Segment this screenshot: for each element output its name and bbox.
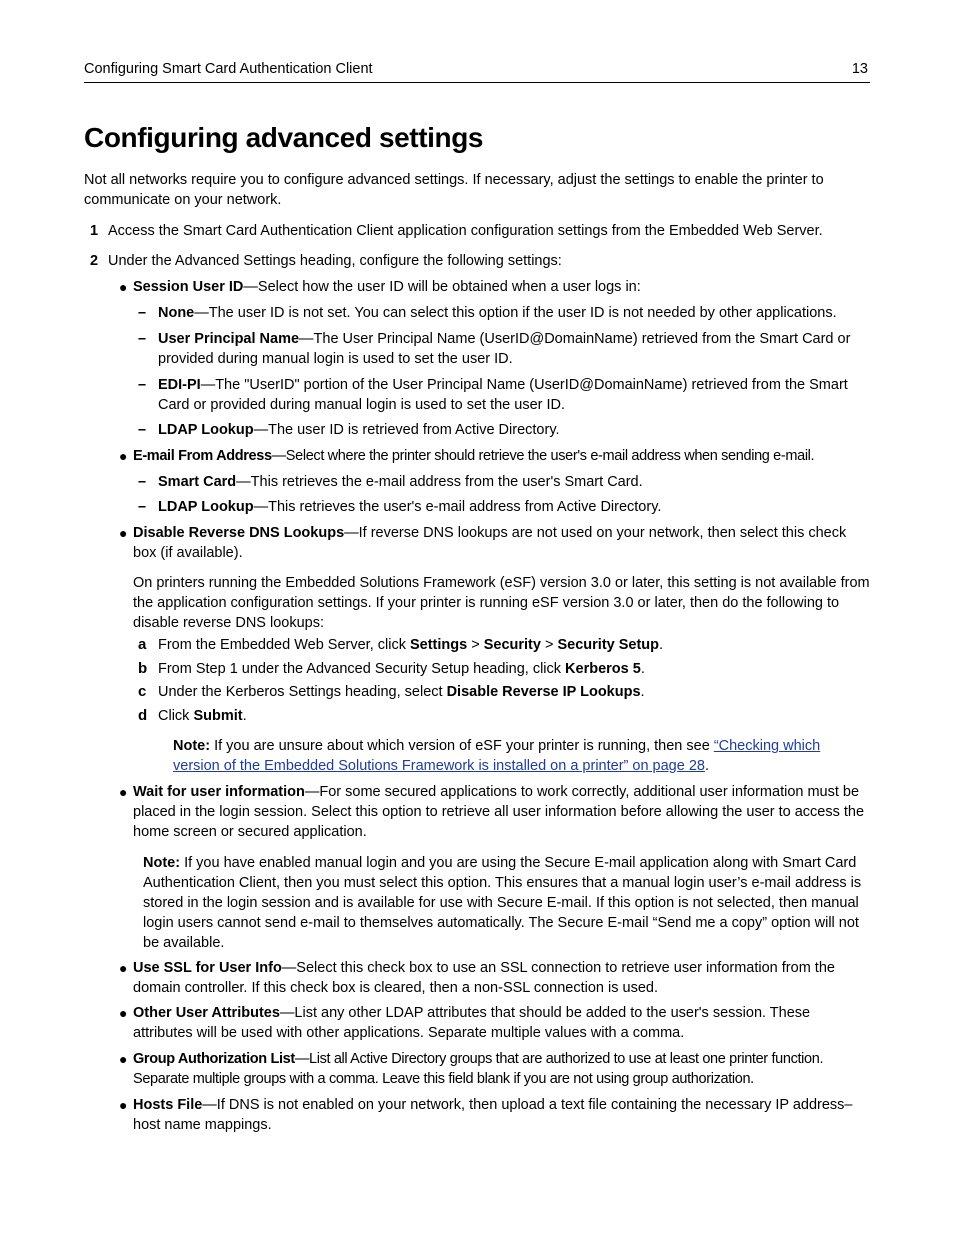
substep-letter-d: d bbox=[138, 707, 148, 724]
option-none: None—The user ID is not set. You can select this option if the user ID is not needed by other applications. bbox=[158, 305, 837, 321]
wait-user-info-item: Wait for user information—For some secured applications to work correctly, additional user information must be placed in the login session. Select this option to retrieve all user information before allowing the user to access the home screen or secured application. bbox=[133, 784, 865, 840]
substep-c: Under the Kerberos Settings heading, select Disable Reverse IP Lookups. bbox=[158, 684, 645, 700]
session-user-id-item: Session User ID—Select how the user ID will be obtained when a user logs in: bbox=[133, 279, 641, 295]
email-from-address-item: E-mail From Address—Select where the printer should retrieve the user's e-mail address when sending e-mail. bbox=[133, 448, 815, 464]
dash-icon: – bbox=[138, 305, 147, 321]
substep-a: From the Embedded Web Server, click Settings > Security > Security Setup. bbox=[158, 637, 664, 653]
reverse-dns-item: Disable Reverse DNS Lookups—If reverse DNS lookups are not used on your network, then select this check box (if available). bbox=[133, 525, 847, 561]
intro-paragraph: Not all networks require you to configure advanced settings. If necessary, adjust the settings to enable the printer to communicate on your network. bbox=[84, 172, 824, 208]
substep-letter-c: c bbox=[138, 683, 147, 700]
substep-letter-b: b bbox=[138, 660, 148, 677]
bullet-icon: ● bbox=[119, 1097, 128, 1113]
option-email-ldap-lookup: LDAP Lookup—This retrieves the user's e-mail address from Active Directory. bbox=[158, 499, 662, 515]
step-number-2: 2 bbox=[90, 253, 99, 269]
option-user-principal-name: User Principal Name—The User Principal Name (UserID@DomainName) retrieved from the Smart Card or provided during manual login is used to set the user ID. bbox=[158, 331, 851, 367]
option-edi-pi: EDI-PI—The "UserID" portion of the User Principal Name (UserID@DomainName) retrieved from the Smart Card or provided during manual login is used to set the user ID. bbox=[158, 377, 848, 413]
bullet-icon: ● bbox=[119, 448, 128, 464]
other-user-attributes-item: Other User Attributes—List any other LDAP attributes that should be added to the user's session. These attributes will be used with other applications. Separate multiple values with a comma. bbox=[133, 1005, 811, 1041]
section-heading: Configuring advanced settings bbox=[84, 122, 484, 153]
bullet-icon: ● bbox=[119, 1005, 128, 1021]
checking-esf-version-link[interactable]: “Checking which version of the Embedded Solutions Framework is installed on a printer” on page 28 bbox=[173, 738, 821, 774]
dash-icon: – bbox=[138, 422, 147, 438]
esf-paragraph: On printers running the Embedded Solutions Framework (eSF) version 3.0 or later, this setting is not available from the application configuration settings. If your printer is running eSF version 3.0 or later, then do the following to disable reverse DNS lookups: bbox=[133, 575, 870, 631]
step-1-text: Access the Smart Card Authentication Client application configuration settings from the Embedded Web Server. bbox=[108, 223, 823, 239]
esf-version-note: Note: If you are unsure about which version of eSF your printer is running, then see “Checking which version of the Embedded Solutions Framework is installed on a printer” on page 28. bbox=[173, 738, 821, 774]
dash-icon: – bbox=[138, 499, 147, 515]
substep-d: Click Submit. bbox=[158, 708, 247, 724]
step-2-text: Under the Advanced Settings heading, configure the following settings: bbox=[108, 253, 562, 269]
option-smart-card: Smart Card—This retrieves the e-mail address from the user's Smart Card. bbox=[158, 474, 643, 490]
use-ssl-item: Use SSL for User Info—Select this check box to use an SSL connection to retrieve user information from the domain controller. If this check box is cleared, then a non-SSL connection is used. bbox=[133, 960, 835, 996]
dash-icon: – bbox=[138, 474, 147, 490]
group-authorization-item: Group Authorization List—List all Active Directory groups that are authorized to use at least one printer function. Separate multiple groups with a comma. Leave this field blank if you are not using group authorization. bbox=[133, 1051, 824, 1087]
option-ldap-lookup: LDAP Lookup—The user ID is retrieved from Active Directory. bbox=[158, 422, 560, 438]
manual-login-note: Note: If you have enabled manual login and you are using the Secure E-mail application along with Smart Card Authentication Client, then you must select this option. This ensures that a manual login user’s e-mail address is stored in the login session and is available for use with Secure E-mail. If this option is not selected, then manual login users cannot send e-mail to themselves automatically. The Secure E-mail “Send me a copy” option will not be available. bbox=[143, 855, 862, 951]
header-title: Configuring Smart Card Authentication Client bbox=[84, 61, 373, 77]
bullet-icon: ● bbox=[119, 784, 128, 800]
bullet-icon: ● bbox=[119, 279, 128, 295]
dash-icon: – bbox=[138, 377, 147, 393]
bullet-icon: ● bbox=[119, 1051, 128, 1067]
substep-b: From Step 1 under the Advanced Security Setup heading, click Kerberos 5. bbox=[158, 661, 645, 677]
bullet-icon: ● bbox=[119, 960, 128, 976]
bullet-icon: ● bbox=[119, 525, 128, 541]
running-header bbox=[84, 60, 870, 83]
dash-icon: – bbox=[138, 331, 147, 347]
substep-letter-a: a bbox=[138, 636, 147, 653]
hosts-file-item: Hosts File—If DNS is not enabled on your network, then upload a text file containing the necessary IP address–host name mappings. bbox=[133, 1097, 853, 1133]
step-number-1: 1 bbox=[90, 223, 99, 239]
page-number: 13 bbox=[851, 61, 868, 77]
